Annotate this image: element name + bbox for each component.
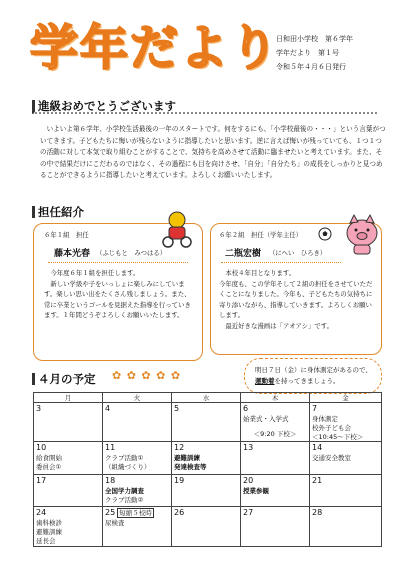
day-number: 21 (312, 476, 323, 485)
day-cell (103, 442, 172, 475)
newsletter-title: 学年だより (30, 20, 281, 76)
greeting-heading: 進級おめでとうございます (32, 100, 377, 114)
day-number: 10 (36, 443, 47, 452)
event: ＜10:45～下校＞ (312, 433, 364, 441)
day-cell (172, 475, 241, 507)
issue-info (276, 32, 396, 74)
event: 授業参観 (243, 487, 269, 495)
week-row (34, 507, 382, 547)
day-cell (103, 403, 172, 442)
day-number: 27 (243, 508, 254, 517)
event: 交通安全教室 (312, 454, 351, 462)
class2-reading: （にへい ひろき） (269, 249, 327, 257)
day-number: 7 (312, 404, 318, 413)
event: （組織づくり） (105, 463, 151, 471)
weekday-header-row (34, 393, 382, 403)
class1-divider (48, 262, 188, 263)
day-number: 25 (105, 508, 116, 517)
event: 歯科検診 (36, 519, 62, 527)
event: 全国学力調査 (105, 487, 144, 495)
day-number: 4 (105, 404, 111, 413)
event: 延長会 (36, 537, 56, 545)
weekday-mon: 月 (34, 393, 103, 403)
day-number: 28 (312, 508, 323, 517)
week-row (34, 475, 382, 507)
event: 校外子ども会 (312, 424, 351, 432)
event: 発達検査等 (174, 463, 207, 471)
notice-text (255, 365, 375, 387)
event: 避難訓練 (36, 528, 62, 536)
issue-line: 学年だより 第１号 (276, 49, 339, 57)
week-row (34, 442, 382, 475)
class1-role: ６年１組 担任 (44, 231, 89, 239)
day-cell (241, 403, 310, 442)
notice-line1: 明日７日（金）に身体測定があるので、 (255, 366, 372, 374)
greeting-body: いよいよ第６学年、小学校生活最後の一年のスタートです。何をするにも、「小学校最後の・・・」という言葉がついてきます。子どもたちに悔いが残らないように指導したいと思います。逆に言えば悔いが残っていても、１つ１つの活動に対して本気で取り組むことがすることで、気持ちを高めさせて活動に臨ませたいと考えています。また、その中で結果だけにこだわるのではなく、その過程にも目を向けさせ、「自分」「自分たち」の成長をしっかりと見つめることができるように指導したいと考えています。よろしくお願いいたします。 (40, 125, 386, 180)
day-number: 5 (174, 404, 180, 413)
event: クラブ活動② (105, 496, 144, 504)
teachers-heading: 担任紹介 (32, 206, 84, 218)
day-cell (172, 442, 241, 475)
day-cell (241, 442, 310, 475)
event-boxed: 短縮５校時 (119, 509, 152, 517)
day-number: 24 (36, 508, 47, 517)
date-line: 令和５年４月６日発行 (276, 63, 346, 71)
event: ＜9:20 下校＞ (253, 430, 297, 438)
day-number: 17 (36, 476, 47, 485)
notice-emphasis: 運動着 (255, 377, 275, 385)
day-number: 19 (174, 476, 185, 485)
day-cell (34, 442, 103, 475)
notice-callout (244, 358, 382, 394)
day-number: 6 (243, 404, 249, 413)
day-cell (172, 403, 241, 442)
day-cell (34, 475, 103, 507)
class1-reading: （ふじもと みつはる） (96, 249, 167, 257)
pig-mascot-icon (340, 213, 384, 261)
weekday-tue: 火 (103, 393, 172, 403)
event: 委員会① (36, 463, 62, 471)
day-cell (310, 442, 382, 475)
day-cell (310, 403, 382, 442)
event: 給食開始 (36, 454, 62, 462)
day-cell (103, 507, 172, 547)
school-line: 日和田小学校 第６学年 (276, 35, 353, 43)
event: 始業式・入学式 (243, 415, 289, 423)
cyclist-illustration-icon (160, 210, 194, 248)
day-cell (310, 507, 382, 547)
day-cell (34, 403, 103, 442)
event: 避難訓練 (174, 454, 200, 462)
class1-name: 藤本光春 (54, 249, 91, 259)
flower-decoration-icon: ✿ ✿ ✿ ✿ ✿ (112, 369, 182, 382)
day-cell (103, 475, 172, 507)
schedule-heading-wrap (32, 373, 102, 385)
day-cell (241, 507, 310, 547)
day-number: 14 (312, 443, 323, 452)
day-number: 3 (36, 404, 42, 413)
event: クラブ活動① (105, 454, 144, 462)
weekday-thu: 木 (241, 393, 310, 403)
weekday-wed: 水 (172, 393, 241, 403)
day-number: 26 (174, 508, 185, 517)
day-cell (241, 475, 310, 507)
day-number: 11 (105, 443, 116, 452)
greeting-heading-wrap (32, 100, 377, 114)
soccer-ball-icon (318, 226, 332, 245)
day-cell (34, 507, 103, 547)
class2-text: 本校４年目となります。 今年度も、この学年そして２組の担任をさせていただくことになりました。今年も、子どもたちの気持ちに寄り添いながら、指導していきます。よろしくお願いします。 最近好きな漫画は「アオアシ」です。 (219, 269, 373, 330)
schedule-heading: ４月の予定 (32, 373, 102, 385)
event: 身体測定 (312, 415, 338, 423)
day-number: 12 (174, 443, 185, 452)
notice-line2: を持ってきましょう。 (274, 377, 340, 385)
day-number: 18 (105, 476, 116, 485)
day-cell (310, 475, 382, 507)
class2-divider (221, 262, 341, 263)
april-schedule-table (33, 392, 382, 547)
day-number: 20 (243, 476, 254, 485)
event: 尿検査 (105, 519, 125, 527)
weekday-fri: 金 (310, 393, 382, 403)
week-row (34, 403, 382, 442)
class2-name: 二瓶宏樹 (225, 249, 262, 259)
class2-role: ６年２組 担任（学年主任） (219, 231, 303, 239)
day-cell (172, 507, 241, 547)
class1-text: 今年度６年１組を担任します。 新しい学級や子をいっしょに楽しみにしています。楽しい思い出をたくさん残しましょう。また、常に卒業というゴールを見据えた指導を行っていきます。１年間どうぞよろしくお願いいたします。 (44, 269, 191, 319)
day-number: 13 (243, 443, 254, 452)
